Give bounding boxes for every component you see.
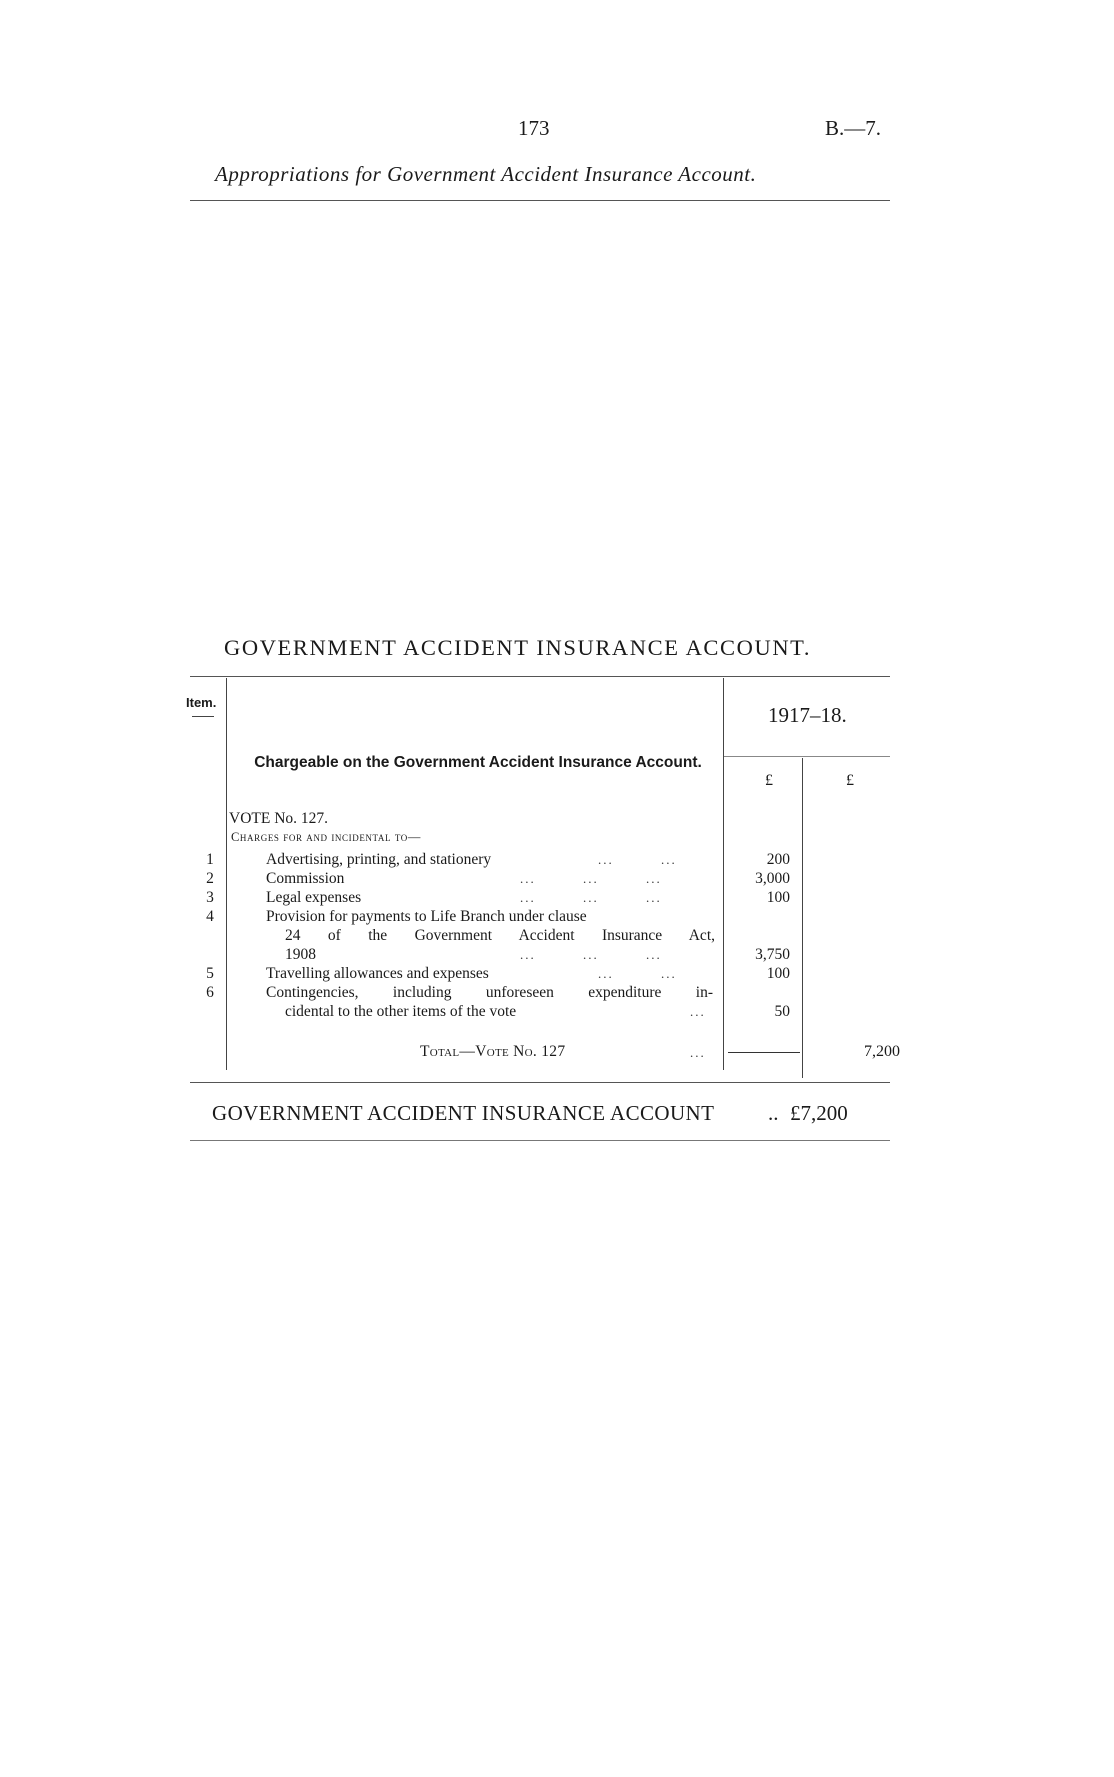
leader-dots: ... ... <box>598 966 677 981</box>
item-description: Contingencies, including unforeseen expenditure in- <box>266 984 713 1001</box>
item-description-continued: 24 of the Government Accident Insurance Act, <box>285 927 715 944</box>
currency-symbol-col2: £ <box>846 772 854 789</box>
item-number: 3 <box>206 889 214 906</box>
summary-label: GOVERNMENT ACCIDENT INSURANCE ACCOUNT <box>212 1101 715 1125</box>
item-description: Travelling allowances and expenses <box>266 965 489 982</box>
item-number: 2 <box>206 870 214 887</box>
total-label: Total—Vote No. 127 <box>420 1043 566 1060</box>
item-description: Provision for payments to Life Branch under clause <box>266 908 587 925</box>
leader-dots: ... ... <box>598 852 677 867</box>
account-title: GOVERNMENT ACCIDENT INSURANCE ACCOUNT. <box>224 635 812 660</box>
item-amount: 100 <box>766 889 790 906</box>
header-rule <box>190 200 890 201</box>
item-amount: 200 <box>766 851 790 868</box>
table-top-rule <box>190 676 890 677</box>
summary-leader-dots: .. <box>768 1101 779 1125</box>
total-rule <box>728 1052 800 1053</box>
year-header-rule <box>724 756 890 757</box>
item-header-dash <box>192 716 214 717</box>
leader-dots: ... ... ... <box>520 947 662 962</box>
item-column-header: Item. <box>186 695 217 710</box>
item-number: 6 <box>206 984 214 1001</box>
running-title: Appropriations for Government Accident Insurance Account. <box>215 162 757 186</box>
item-amount: 3,000 <box>755 870 790 887</box>
item-description: Legal expenses <box>266 889 362 906</box>
item-column-divider <box>226 678 227 1070</box>
item-amount: 100 <box>766 965 790 982</box>
item-description: Commission <box>266 870 345 887</box>
charges-heading: Charges for and incidental to— <box>231 830 421 844</box>
page-number: 173 <box>518 116 550 140</box>
item-amount: 3,750 <box>755 946 790 963</box>
item-number: 1 <box>206 851 214 868</box>
item-amount: 50 <box>774 1003 790 1020</box>
item-number: 5 <box>206 965 214 982</box>
summary-bottom-rule <box>190 1140 890 1141</box>
vote-title: VOTE No. 127. <box>229 810 329 827</box>
leader-dots: ... <box>690 1045 706 1060</box>
amount-column-divider <box>802 758 803 1078</box>
item-description-continued: 1908 <box>285 946 316 963</box>
item-number: 4 <box>206 908 214 925</box>
leader-dots: ... <box>690 1004 706 1019</box>
leader-dots: ... ... ... <box>520 871 662 886</box>
item-description-continued: cidental to the other items of the vote <box>285 1003 517 1020</box>
currency-symbol-col1: £ <box>765 772 773 789</box>
summary-amount: £7,200 <box>790 1101 848 1125</box>
total-value: 7,200 <box>864 1043 900 1060</box>
table-bottom-rule <box>190 1082 890 1083</box>
leader-dots: ... ... ... <box>520 890 662 905</box>
year-column-header: 1917–18. <box>768 703 847 727</box>
item-description: Advertising, printing, and stationery <box>266 851 492 868</box>
page-reference: B.—7. <box>825 116 882 140</box>
chargeable-heading: Chargeable on the Government Accident Insurance Account. <box>254 754 702 771</box>
